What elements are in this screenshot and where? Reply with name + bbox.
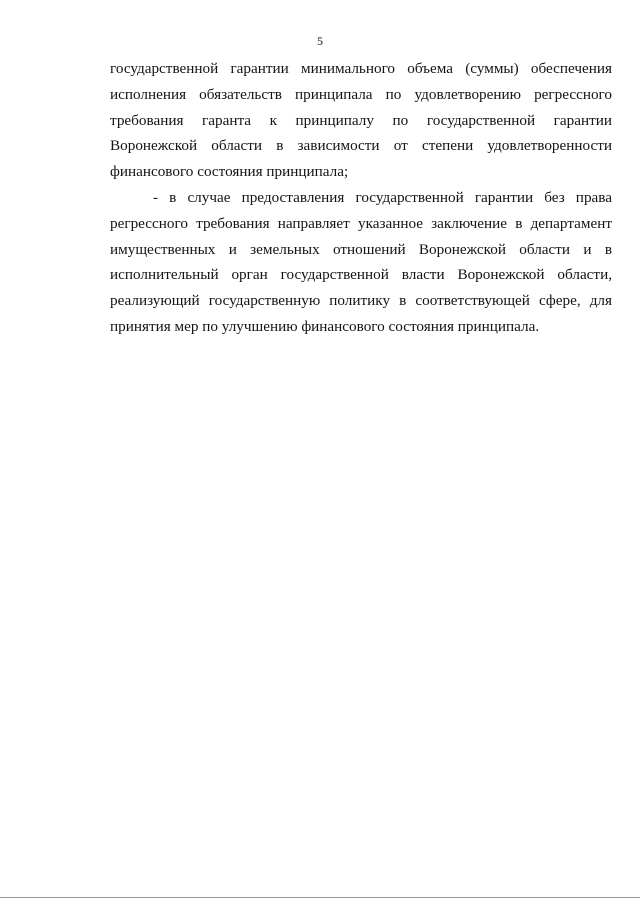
paragraph-continuation: государственной гарантии минимального объема (суммы) обеспечения исполнения обязательств принципала по удовлетворению регрессного требования гаранта к принципалу по государственной гарантии Воронежской области в зависимости от степени удовлетворенности финансового состояния принципала;: [110, 60, 612, 181]
page-number: 5: [317, 34, 323, 48]
paragraph-without-regress: - в случае предоставления государственной гарантии без права регрессного требования направляет указанное заключение в департамент имущественных и земельных отношений Воронежской области и в исполнительный орган государственной власти Воронежской области, реализующий государственную политику в соответствующей сфере, для принятия мер по улучшению финансового состояния принципала.: [110, 188, 612, 335]
page-bottom-edge: [0, 897, 640, 898]
document-body: [110, 56, 612, 340]
